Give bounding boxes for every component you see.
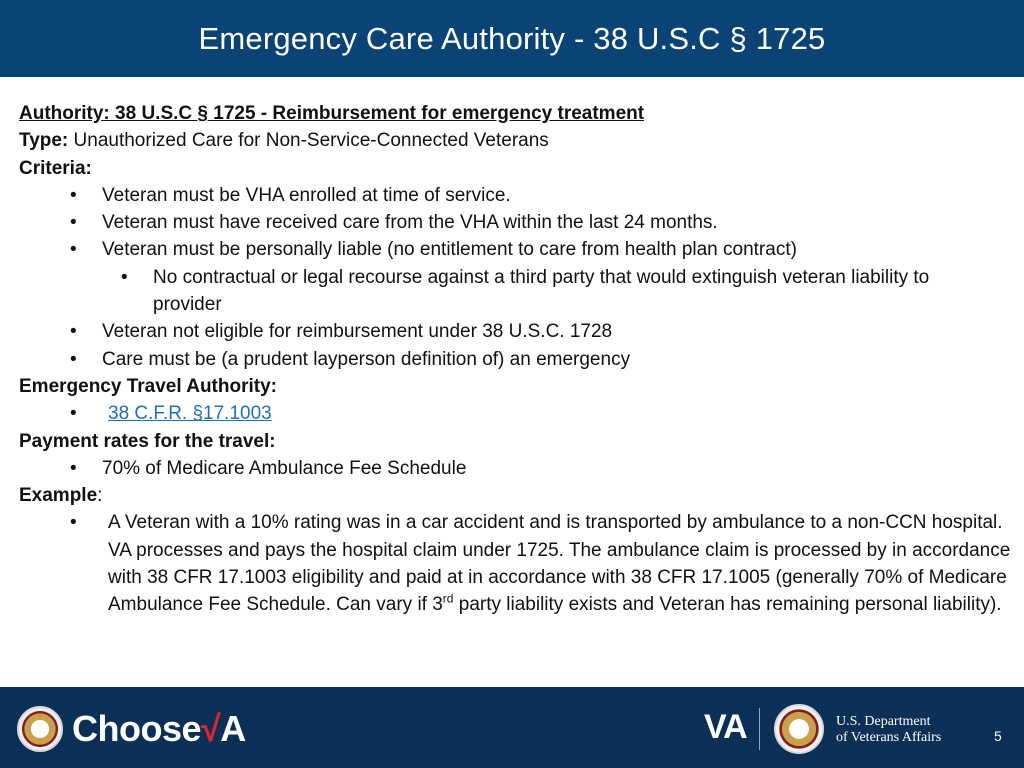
bullet: • [70,403,77,425]
criteria-item [19,182,1019,209]
criteria-text: Veteran must be VHA enrolled at time of service. [102,184,511,206]
footer-divider [759,708,760,750]
va-logo: VA [704,708,747,746]
criteria-item [19,318,1019,345]
criteria-text: Veteran not eligible for reimbursement under 38 U.S.C. 1728 [102,321,613,343]
payment-rate-text: 70% of Medicare Ambulance Fee Schedule [102,457,467,479]
example-text-part2: party liability exists and Veteran has remaining personal liability). [453,594,1002,616]
travel-authority-label: Emergency Travel Authority: [19,375,277,397]
dept-line-2: of Veterans Affairs [836,730,942,745]
cfr-17-1003-link[interactable]: 38 C.F.R. §17.1003 [108,403,272,425]
bullet: • [70,321,77,343]
title-bar [0,0,1024,77]
type-line [19,127,1019,154]
example-colon: : [97,485,103,507]
type-label: Type: [19,130,69,152]
bullet: • [70,212,77,234]
bullet: • [70,348,77,370]
checkmark-v: √ [201,708,221,749]
bullet: • [70,457,77,479]
example-text-part1: A Veteran with a 10% rating was in a car accident and is transported by ambulance to a non-CCN hospital. VA processes and pays the hospital claim under 1725. The ambulance claim is processed by in accordance with 38 CFR 17.1003 eligibility and paid at in accordance with 38 CFR 17.1005 (generally 70% of Medicare Ambulance Fee Schedule. Can vary if 3 [108,512,1011,616]
criteria-text: Veteran must have received care from the VHA within the last 24 months. [102,212,718,234]
dept-line-1: U.S. Department [836,714,931,729]
example-superscript: rd [442,592,454,607]
travel-authority-item [19,400,1019,427]
sub-criteria-text: No contractual or legal recourse against a third party that would extinguish veteran liability to provider [153,266,930,316]
department-seal-icon [774,704,824,754]
choose-va-logo [72,708,246,750]
type-value: Unauthorized Care for Non-Service-Connected Veterans [68,130,549,152]
example-item [19,509,1019,618]
criteria-text: Care must be (a prudent layperson definition of) an emergency [102,348,631,370]
authority-heading: Authority: 38 U.S.C § 1725 - Reimbursement for emergency treatment [19,103,645,124]
example-text [108,512,1010,615]
bullet: • [70,239,77,261]
choose-a: A [220,708,246,749]
bullet: • [121,266,128,288]
slide-content [19,100,1019,619]
department-name [836,714,941,746]
criteria-item [19,209,1019,236]
slide-title: Emergency Care Authority - 38 U.S.C § 1725 [198,20,826,56]
va-seal-icon [17,706,63,752]
criteria-label: Criteria: [19,157,92,179]
sub-criteria-item [19,264,991,319]
example-line [19,482,1019,509]
bullet: • [70,184,77,206]
criteria-item [19,346,1019,373]
page-number: 5 [994,728,1002,744]
criteria-text: Veteran must be personally liable (no entitlement to care from health plan contract) [102,239,797,261]
criteria-item [19,236,1019,263]
bullet: • [70,512,77,534]
payment-rate-item [19,455,1019,482]
example-label: Example [19,485,98,507]
payment-rates-label: Payment rates for the travel: [19,430,276,452]
choose-text: Choose [72,708,202,749]
